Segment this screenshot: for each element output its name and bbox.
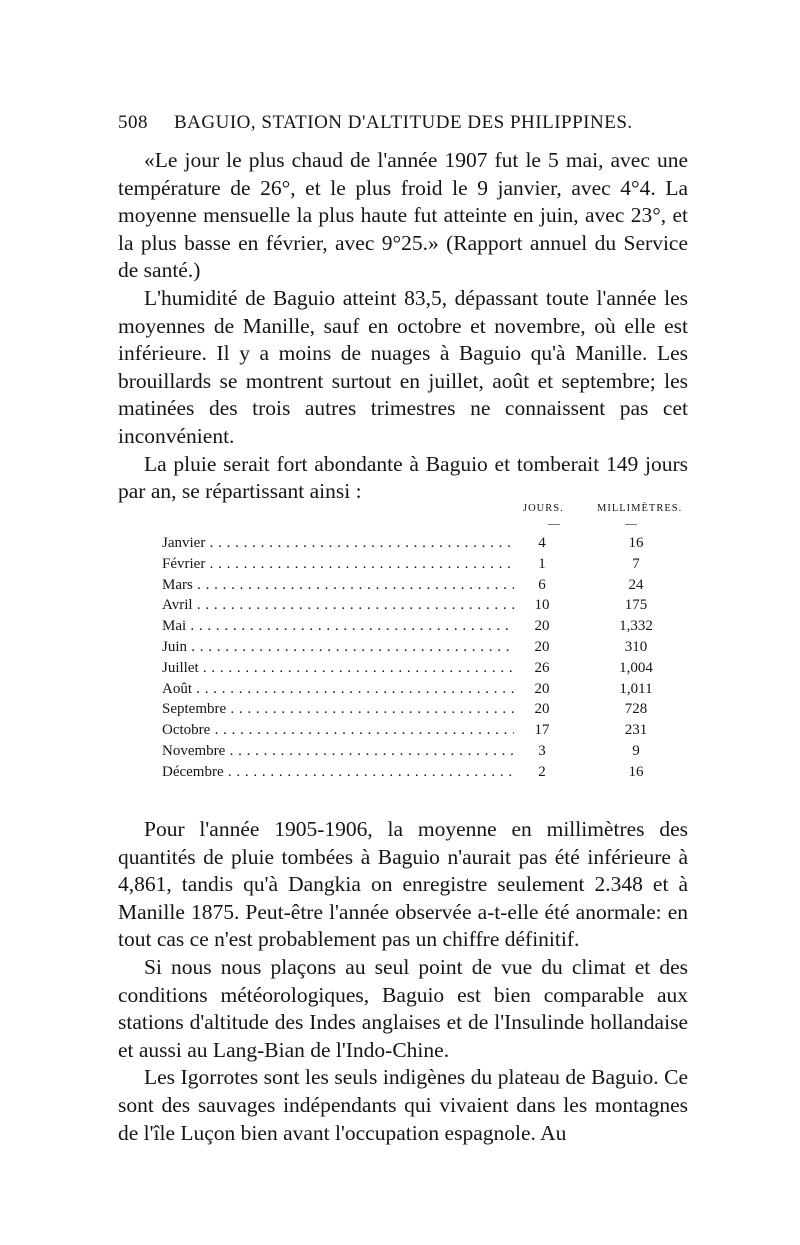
- month-label: Novembre . . .: [162, 741, 514, 762]
- month-label: Mars . . .: [162, 575, 514, 596]
- paragraph-rain-intro: La pluie serait fort abondante à Baguio et tomberait 149 jours par an, se répartissant ainsi :: [118, 451, 688, 504]
- table-body: [162, 533, 692, 783]
- month-label: Février . . .: [162, 554, 514, 575]
- month-label: Décembre . . .: [162, 762, 514, 783]
- month-label: Juillet . . .: [162, 658, 514, 679]
- rain-mm-value: 16: [628, 535, 644, 551]
- rain-days-value: 1: [538, 555, 546, 572]
- rain-days-value: 6: [538, 576, 546, 593]
- text-block-top: [118, 147, 688, 506]
- rain-mm-value: 1,011: [619, 680, 653, 697]
- header-rules: [162, 519, 692, 533]
- table-row: [162, 637, 692, 658]
- rain-days-value: 4: [538, 535, 546, 551]
- rain-days-value: 20: [534, 638, 550, 655]
- running-title: BAGUIO, STATION D'ALTITUDE DES PHILIPPINES.: [174, 112, 633, 133]
- rain-mm-value: 1,332: [619, 618, 653, 635]
- rain-mm-value: 728: [624, 701, 648, 718]
- table-row: [162, 741, 692, 762]
- text-block-bottom: [118, 816, 688, 1147]
- rain-days-value: 3: [538, 742, 546, 759]
- rain-mm-value: 1,004: [619, 659, 653, 676]
- table-row: [162, 720, 692, 741]
- table-row: [162, 533, 692, 554]
- paragraph-climate-comparison: Si nous nous plaçons au seul point de vue du climat et des conditions météorologiques, Baguio est bien comparable aux stations d'altitude des Indes anglaises et de l'Insulinde hollandaise et aussi au Lang-Bian de l'Indo-Chine.: [118, 954, 688, 1062]
- table-row: [162, 575, 692, 596]
- rain-days-value: 20: [534, 618, 550, 635]
- paragraph-humidity: L'humidité de Baguio atteint 83,5, dépassant toute l'année les moyennes de Manille, sauf en octobre et novembre, où elle est inférieure. Il y a moins de nuages à Baguio qu'à Manille. Les brouillards se montrent surtout en juillet, août et septembre; les matinées des trois autres trimestres ne connaissent pas cet inconvénient.: [118, 285, 688, 448]
- table-header: [162, 497, 692, 519]
- rain-mm-value: 231: [624, 722, 648, 739]
- rainfall-table: [162, 497, 692, 783]
- rain-days-value: 26: [534, 659, 550, 676]
- table-row: [162, 762, 692, 783]
- header-rule-millimeters: [625, 524, 637, 525]
- rain-mm-value: 24: [628, 576, 644, 593]
- month-label: Avril . . .: [162, 595, 514, 616]
- running-header: [118, 112, 688, 134]
- table-row: [162, 554, 692, 575]
- column-header-millimeters: MILLIMÈTRES.: [597, 503, 683, 514]
- rain-days-value: 20: [534, 680, 550, 697]
- paragraph-annual-rainfall: Pour l'année 1905-1906, la moyenne en millimètres des quantités de pluie tombées à Baguio n'aurait pas été inférieure à 4,861, tandis qu'à Dangkia on enregistre seulement 2.348 et à Manille 1875. Peut-être l'année observée a-t-elle été anormale: en tout cas ce n'est probablement pas un chiffre définitif.: [118, 817, 688, 952]
- table-row: [162, 658, 692, 679]
- header-rule-days: [548, 524, 560, 525]
- table-row: [162, 679, 692, 700]
- table-row: [162, 595, 692, 616]
- table-row: [162, 616, 692, 637]
- table-row: [162, 699, 692, 720]
- rain-mm-value: 16: [628, 763, 644, 780]
- month-label: Mai . . .: [162, 616, 514, 637]
- page-number: 508: [118, 112, 148, 133]
- month-label: Janvier . . .: [162, 533, 514, 554]
- rain-mm-value: 310: [624, 638, 648, 655]
- month-label: Août . . .: [162, 679, 514, 700]
- paragraph-igorrotes: Les Igorrotes sont les seuls indigènes du plateau de Baguio. Ce sont des sauvages indépendants qui vivaient dans les montagnes de l'île Luçon bien avant l'occupation espagnole. Au: [118, 1065, 688, 1145]
- rain-mm-value: 9: [632, 742, 640, 759]
- rain-mm-value: 7: [632, 555, 640, 572]
- rain-days-value: 17: [534, 722, 550, 739]
- column-header-days: JOURS.: [523, 503, 564, 514]
- month-label: Octobre . . .: [162, 720, 514, 741]
- rain-mm-value: 175: [624, 597, 648, 614]
- month-label: Septembre . . .: [162, 699, 514, 720]
- rain-days-value: 2: [538, 763, 546, 780]
- month-label: Juin . . .: [162, 637, 514, 658]
- rain-days-value: 10: [534, 597, 550, 614]
- paragraph-temperature: «Le jour le plus chaud de l'année 1907 fut le 5 mai, avec une température de 26°, et le plus froid le 9 janvier, avec 4°4. La moyenne mensuelle la plus haute fut atteinte en juin, avec 23°, et la plus basse en février, avec 9°25.» (Rapport annuel du Service de santé.): [118, 148, 688, 283]
- rain-days-value: 20: [534, 701, 550, 718]
